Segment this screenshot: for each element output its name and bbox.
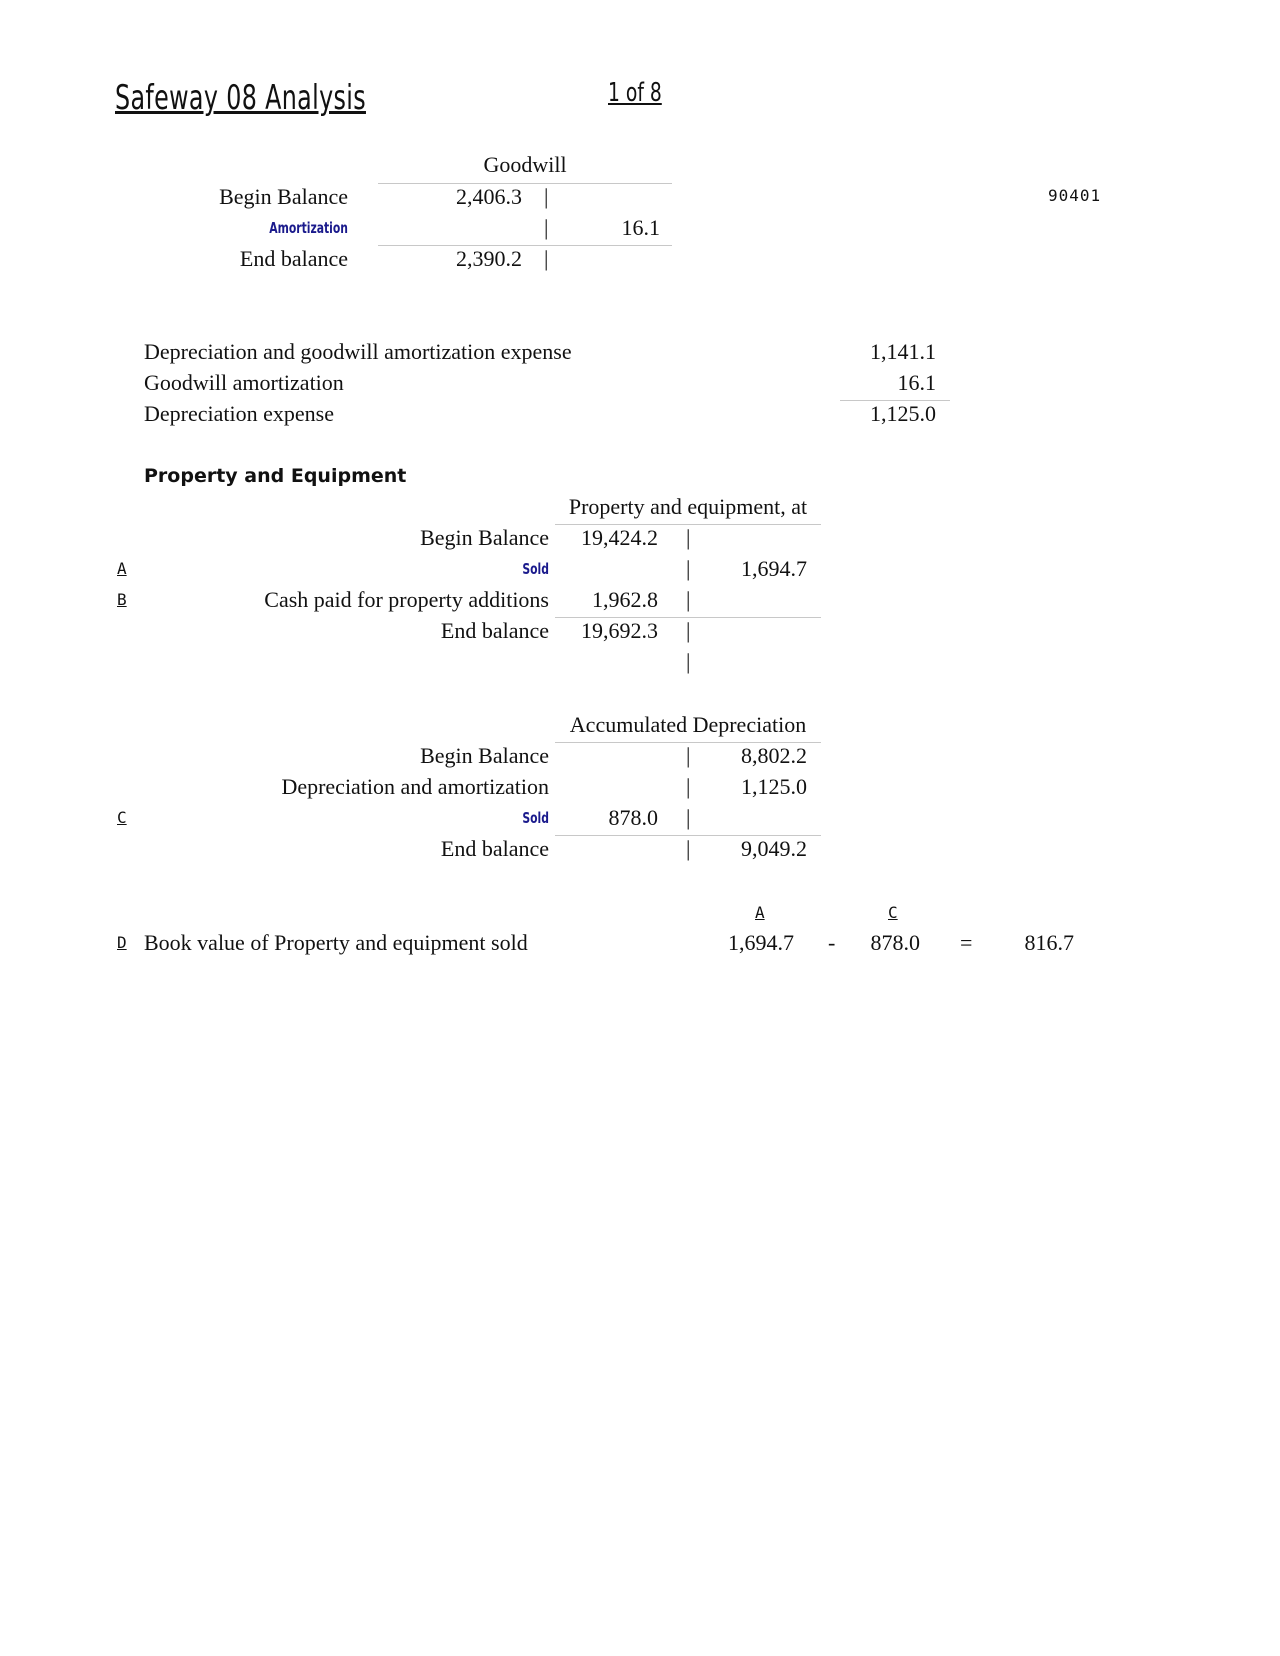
section-heading: Property and Equipment	[144, 465, 407, 487]
document-code: 90401	[1048, 186, 1102, 205]
pe-debit-value: 1,962.8	[592, 587, 658, 612]
t-account-divider: |	[544, 215, 549, 240]
page-number: 1 of 8	[608, 78, 662, 108]
marker-d: D	[117, 933, 127, 952]
pe-credit-value: 1,694.7	[741, 556, 807, 581]
marker-b: B	[117, 590, 127, 609]
book-value-c: 878.0	[870, 930, 920, 955]
book-value-result: 816.7	[1024, 930, 1074, 955]
pe-debit-value: 19,692.3	[581, 618, 658, 643]
minus-sign: -	[828, 930, 836, 955]
expense-label: Depreciation expense	[144, 401, 334, 426]
t-account-divider: |	[686, 774, 691, 799]
t-account-divider: |	[686, 805, 691, 830]
ad-account-title: Accumulated Depreciation	[569, 712, 807, 737]
goodwill-debit-value: 2,406.3	[456, 184, 522, 209]
goodwill-row-label: Begin Balance	[219, 184, 348, 209]
t-account-divider: |	[686, 649, 691, 674]
t-account-divider: |	[686, 618, 691, 643]
t-account-divider: |	[686, 836, 691, 861]
t-account-divider: |	[544, 246, 549, 271]
page-title: Safeway 08 Analysis	[115, 78, 366, 118]
pe-debit-value: 19,424.2	[581, 525, 658, 550]
expense-value: 1,141.1	[870, 339, 936, 364]
pe-row-label: End balance	[440, 618, 549, 643]
goodwill-credit-value: 16.1	[621, 215, 660, 240]
pe-row-label: Begin Balance	[420, 525, 549, 550]
ad-row-label: End balance	[440, 836, 549, 861]
ad-credit-value: 1,125.0	[741, 774, 807, 799]
t-account-divider: |	[686, 587, 691, 612]
t-account-divider: |	[686, 743, 691, 768]
t-account-divider: |	[686, 525, 691, 550]
t-account-divider: |	[544, 184, 549, 209]
pe-row-label: Cash paid for property additions	[264, 587, 549, 612]
goodwill-account-title: Goodwill	[483, 152, 567, 177]
expense-label: Goodwill amortization	[144, 370, 344, 395]
book-value-a: 1,694.7	[728, 930, 794, 955]
equals-sign: =	[960, 930, 973, 955]
goodwill-debit-value: 2,390.2	[456, 246, 522, 271]
pe-row-label: Sold	[522, 560, 549, 578]
expense-label: Depreciation and goodwill amortization expense	[144, 339, 572, 364]
goodwill-row-label: Amortization	[269, 219, 348, 237]
t-account-divider: |	[686, 556, 691, 581]
goodwill-row-label: End balance	[239, 246, 348, 271]
ad-row-label: Sold	[522, 809, 549, 827]
expense-value: 1,125.0	[870, 401, 936, 426]
pe-account-title: Property and equipment, at	[568, 494, 808, 519]
marker-c: C	[117, 808, 127, 827]
ref-marker-c: C	[888, 903, 898, 922]
marker-a: A	[117, 559, 127, 578]
ad-credit-value: 9,049.2	[741, 836, 807, 861]
ad-row-label: Begin Balance	[420, 743, 549, 768]
ad-credit-value: 8,802.2	[741, 743, 807, 768]
ad-debit-value: 878.0	[608, 805, 658, 830]
ad-row-label: Depreciation and amortization	[281, 774, 549, 799]
book-value-label: Book value of Property and equipment sold	[144, 930, 528, 955]
ref-marker-a: A	[755, 903, 765, 922]
expense-value: 16.1	[897, 370, 936, 395]
